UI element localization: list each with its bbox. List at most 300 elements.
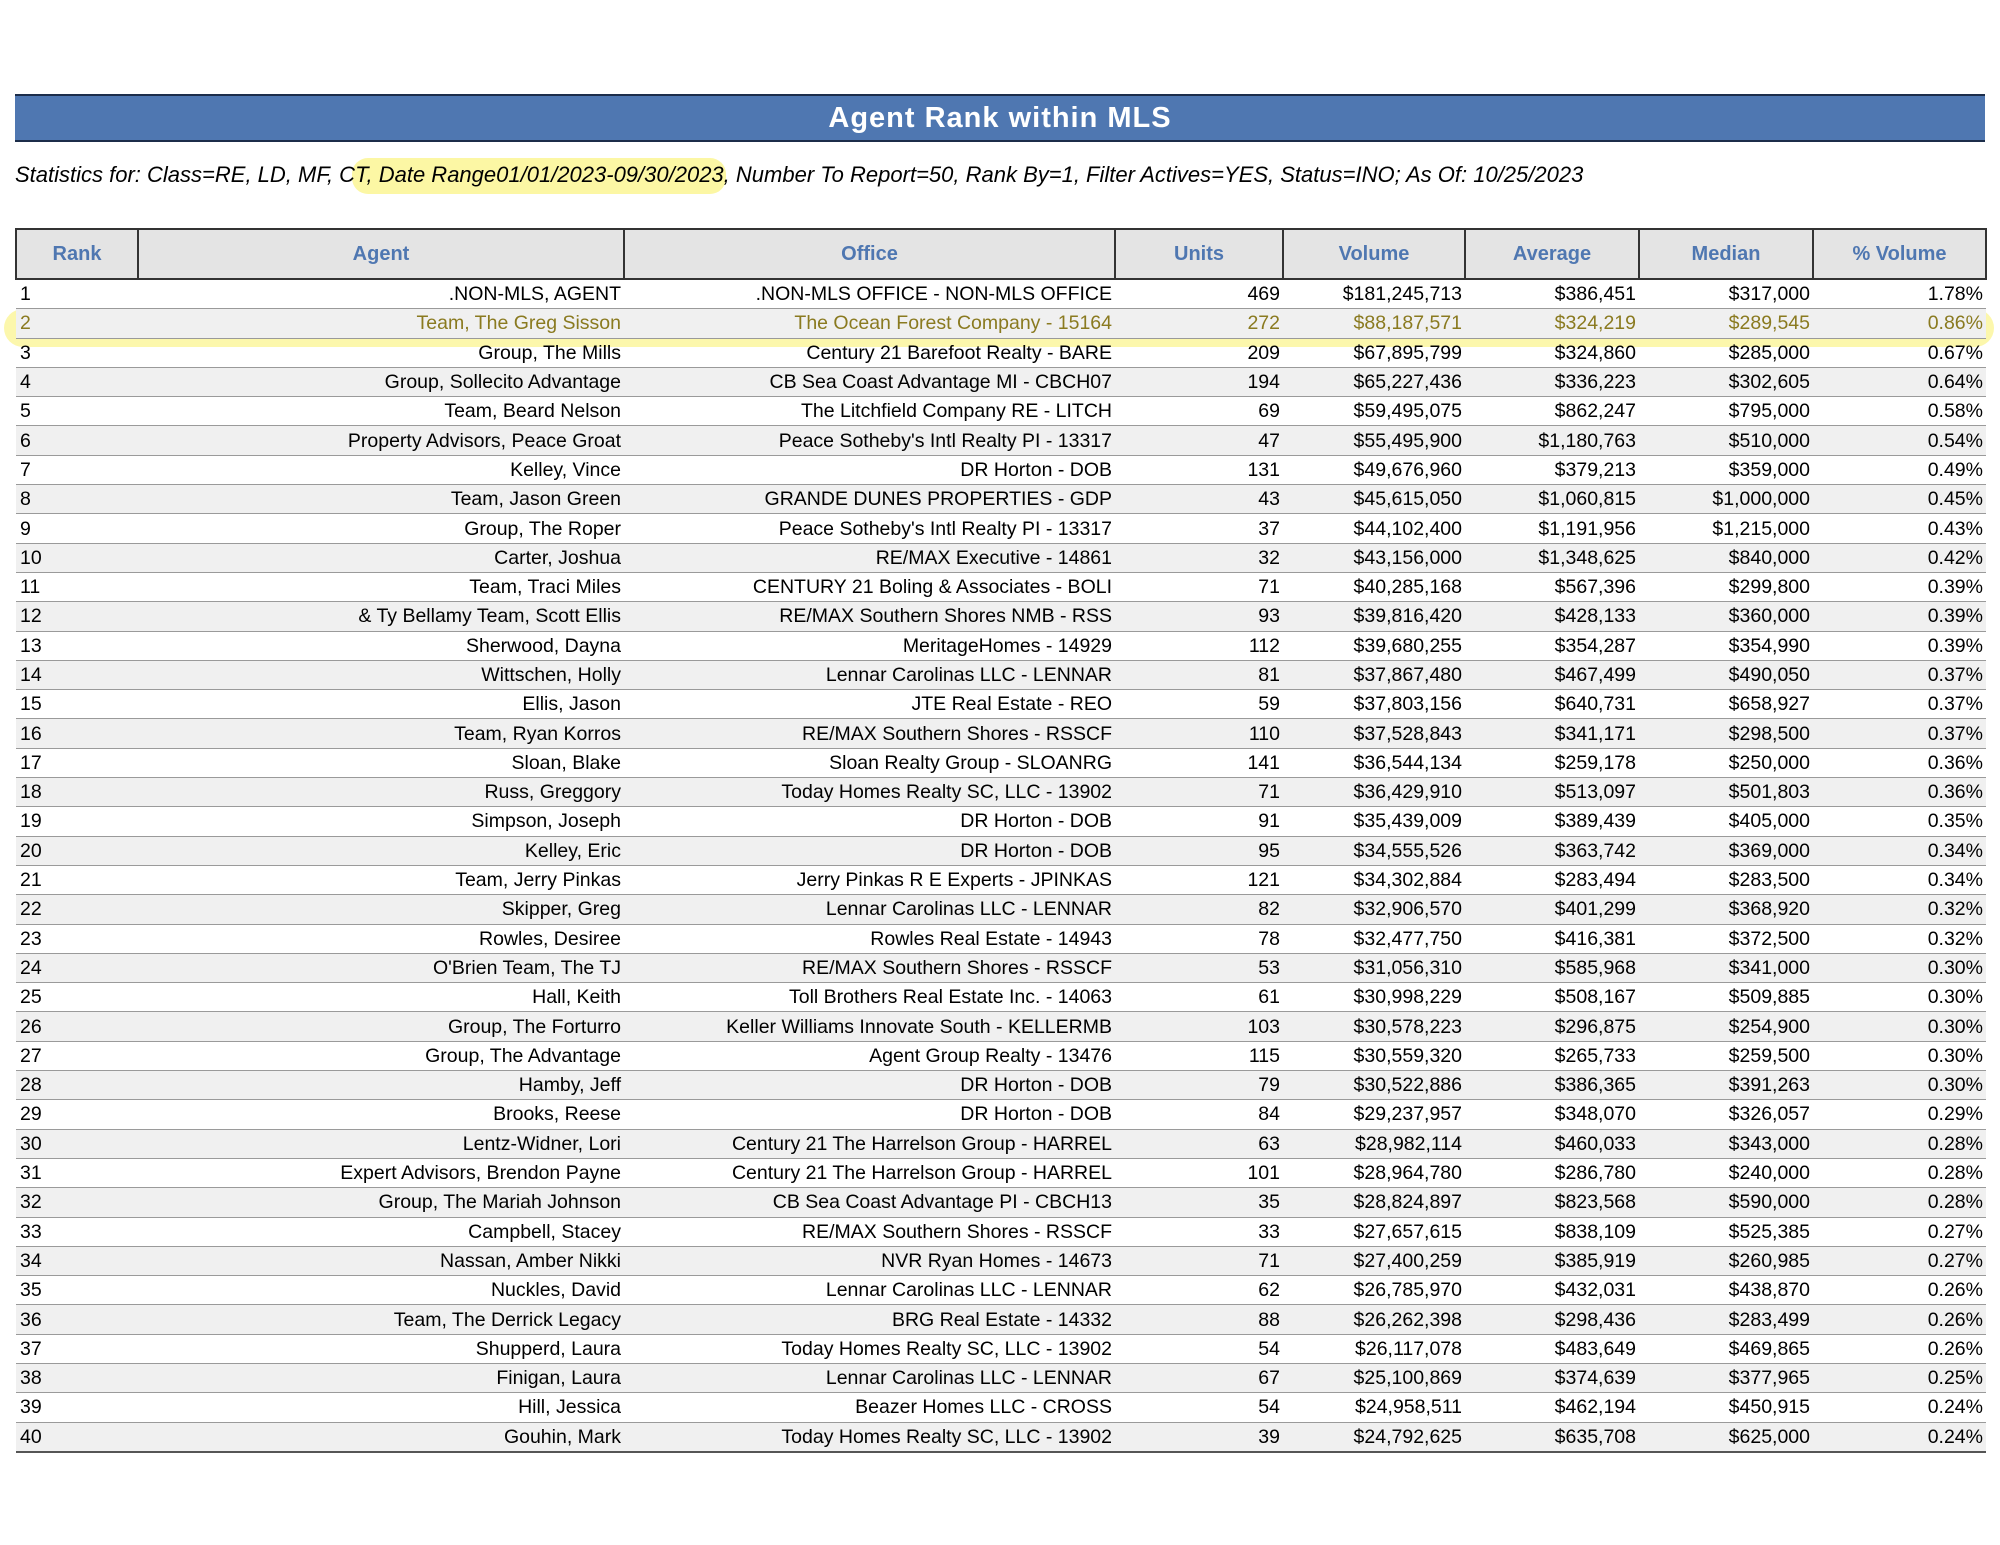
cell-agent: Group, The Mills <box>138 338 624 367</box>
table-row <box>16 1071 1986 1100</box>
cell-average: $483,649 <box>1465 1334 1639 1363</box>
cell-rank: 7 <box>16 455 138 484</box>
cell-rank: 39 <box>16 1393 138 1422</box>
cell-median: $490,050 <box>1639 660 1813 689</box>
table-row <box>16 1217 1986 1246</box>
cell-volume: $34,555,526 <box>1283 836 1465 865</box>
cell-volume: $32,477,750 <box>1283 924 1465 953</box>
cell-median: $298,500 <box>1639 719 1813 748</box>
cell-units: 84 <box>1115 1100 1283 1129</box>
cell-agent: Russ, Greggory <box>138 778 624 807</box>
cell-median: $1,000,000 <box>1639 485 1813 514</box>
table-row <box>16 807 1986 836</box>
table-row <box>16 1158 1986 1187</box>
table-row <box>16 514 1986 543</box>
cell-average: $374,639 <box>1465 1363 1639 1392</box>
cell-agent: Group, The Forturro <box>138 1012 624 1041</box>
cell-units: 91 <box>1115 807 1283 836</box>
cell-units: 59 <box>1115 690 1283 719</box>
cell-average: $283,494 <box>1465 865 1639 894</box>
cell-agent: Hill, Jessica <box>138 1393 624 1422</box>
cell-median: $625,000 <box>1639 1422 1813 1452</box>
table-row <box>16 1129 1986 1158</box>
table-row <box>16 895 1986 924</box>
table-row <box>16 1100 1986 1129</box>
cell-average: $259,178 <box>1465 748 1639 777</box>
cell-agent: Kelley, Eric <box>138 836 624 865</box>
cell-office: Rowles Real Estate - 14943 <box>624 924 1115 953</box>
cell-office: Today Homes Realty SC, LLC - 13902 <box>624 1422 1115 1452</box>
cell-average: $379,213 <box>1465 455 1639 484</box>
cell-agent: Lentz-Widner, Lori <box>138 1129 624 1158</box>
table-row <box>16 924 1986 953</box>
cell-volume: $36,429,910 <box>1283 778 1465 807</box>
table-row <box>16 397 1986 426</box>
cell-units: 131 <box>1115 455 1283 484</box>
cell-agent: Sherwood, Dayna <box>138 631 624 660</box>
cell-rank: 19 <box>16 807 138 836</box>
cell-agent: Team, Ryan Korros <box>138 719 624 748</box>
cell-volume: $26,117,078 <box>1283 1334 1465 1363</box>
cell-office: Keller Williams Innovate South - KELLERMB <box>624 1012 1115 1041</box>
cell-volume: $28,824,897 <box>1283 1188 1465 1217</box>
cell-agent: Team, Jason Green <box>138 485 624 514</box>
cell-rank: 34 <box>16 1246 138 1275</box>
cell-office: DR Horton - DOB <box>624 455 1115 484</box>
cell-pct-volume: 0.26% <box>1813 1334 1986 1363</box>
cell-units: 194 <box>1115 367 1283 396</box>
cell-median: $450,915 <box>1639 1393 1813 1422</box>
cell-rank: 37 <box>16 1334 138 1363</box>
cell-average: $585,968 <box>1465 953 1639 982</box>
cell-office: RE/MAX Southern Shores - RSSCF <box>624 1217 1115 1246</box>
cell-office: Lennar Carolinas LLC - LENNAR <box>624 660 1115 689</box>
cell-pct-volume: 0.37% <box>1813 719 1986 748</box>
cell-rank: 3 <box>16 338 138 367</box>
cell-agent: Shupperd, Laura <box>138 1334 624 1363</box>
table-row <box>16 485 1986 514</box>
cell-volume: $65,227,436 <box>1283 367 1465 396</box>
cell-volume: $25,100,869 <box>1283 1363 1465 1392</box>
cell-agent: & Ty Bellamy Team, Scott Ellis <box>138 602 624 631</box>
cell-rank: 26 <box>16 1012 138 1041</box>
cell-units: 33 <box>1115 1217 1283 1246</box>
cell-average: $640,731 <box>1465 690 1639 719</box>
cell-office: Sloan Realty Group - SLOANRG <box>624 748 1115 777</box>
cell-volume: $36,544,134 <box>1283 748 1465 777</box>
col-header-units[interactable]: Units <box>1115 229 1283 279</box>
table-row <box>16 1305 1986 1334</box>
cell-pct-volume: 0.34% <box>1813 865 1986 894</box>
cell-volume: $26,262,398 <box>1283 1305 1465 1334</box>
table-row <box>16 279 1986 309</box>
cell-rank: 4 <box>16 367 138 396</box>
cell-volume: $55,495,900 <box>1283 426 1465 455</box>
stats-criteria: Statistics for: Class=RE, LD, MF, CT, <box>15 162 379 187</box>
cell-units: 37 <box>1115 514 1283 543</box>
table-row <box>16 455 1986 484</box>
cell-median: $509,885 <box>1639 983 1813 1012</box>
cell-units: 101 <box>1115 1158 1283 1187</box>
cell-agent: Ellis, Jason <box>138 690 624 719</box>
cell-agent: Team, Jerry Pinkas <box>138 865 624 894</box>
cell-office: NVR Ryan Homes - 14673 <box>624 1246 1115 1275</box>
cell-median: $283,500 <box>1639 865 1813 894</box>
table-row <box>16 660 1986 689</box>
cell-average: $296,875 <box>1465 1012 1639 1041</box>
cell-average: $401,299 <box>1465 895 1639 924</box>
cell-rank: 25 <box>16 983 138 1012</box>
cell-pct-volume: 0.32% <box>1813 924 1986 953</box>
cell-average: $467,499 <box>1465 660 1639 689</box>
cell-average: $416,381 <box>1465 924 1639 953</box>
cell-agent: Sloan, Blake <box>138 748 624 777</box>
cell-median: $469,865 <box>1639 1334 1813 1363</box>
cell-volume: $24,792,625 <box>1283 1422 1465 1452</box>
cell-pct-volume: 1.78% <box>1813 279 1986 309</box>
cell-median: $368,920 <box>1639 895 1813 924</box>
cell-office: Agent Group Realty - 13476 <box>624 1041 1115 1070</box>
cell-units: 88 <box>1115 1305 1283 1334</box>
cell-agent: O'Brien Team, The TJ <box>138 953 624 982</box>
cell-units: 53 <box>1115 953 1283 982</box>
cell-office: Century 21 The Harrelson Group - HARREL <box>624 1158 1115 1187</box>
cell-median: $372,500 <box>1639 924 1813 953</box>
cell-median: $377,965 <box>1639 1363 1813 1392</box>
table-row <box>16 865 1986 894</box>
cell-agent: Kelley, Vince <box>138 455 624 484</box>
cell-units: 32 <box>1115 543 1283 572</box>
header-row <box>16 229 1986 279</box>
cell-volume: $30,559,320 <box>1283 1041 1465 1070</box>
cell-median: $590,000 <box>1639 1188 1813 1217</box>
cell-rank: 36 <box>16 1305 138 1334</box>
cell-rank: 30 <box>16 1129 138 1158</box>
cell-rank: 1 <box>16 279 138 309</box>
cell-pct-volume: 0.58% <box>1813 397 1986 426</box>
cell-median: $260,985 <box>1639 1246 1813 1275</box>
cell-median: $250,000 <box>1639 748 1813 777</box>
cell-pct-volume: 0.39% <box>1813 602 1986 631</box>
cell-office: DR Horton - DOB <box>624 836 1115 865</box>
cell-volume: $26,785,970 <box>1283 1276 1465 1305</box>
cell-pct-volume: 0.35% <box>1813 807 1986 836</box>
cell-median: $359,000 <box>1639 455 1813 484</box>
cell-average: $286,780 <box>1465 1158 1639 1187</box>
cell-median: $317,000 <box>1639 279 1813 309</box>
cell-median: $354,990 <box>1639 631 1813 660</box>
cell-median: $283,499 <box>1639 1305 1813 1334</box>
col-header-agent[interactable]: Agent <box>138 229 624 279</box>
cell-volume: $37,528,843 <box>1283 719 1465 748</box>
cell-average: $354,287 <box>1465 631 1639 660</box>
cell-average: $862,247 <box>1465 397 1639 426</box>
cell-rank: 33 <box>16 1217 138 1246</box>
cell-office: Toll Brothers Real Estate Inc. - 14063 <box>624 983 1115 1012</box>
cell-average: $389,439 <box>1465 807 1639 836</box>
cell-pct-volume: 0.30% <box>1813 983 1986 1012</box>
cell-office: Peace Sotheby's Intl Realty PI - 13317 <box>624 426 1115 455</box>
cell-agent: .NON-MLS, AGENT <box>138 279 624 309</box>
cell-average: $341,171 <box>1465 719 1639 748</box>
cell-average: $1,180,763 <box>1465 426 1639 455</box>
cell-average: $635,708 <box>1465 1422 1639 1452</box>
cell-office: Today Homes Realty SC, LLC - 13902 <box>624 778 1115 807</box>
table-row <box>16 719 1986 748</box>
cell-average: $363,742 <box>1465 836 1639 865</box>
cell-volume: $35,439,009 <box>1283 807 1465 836</box>
cell-units: 81 <box>1115 660 1283 689</box>
cell-pct-volume: 0.54% <box>1813 426 1986 455</box>
cell-pct-volume: 0.26% <box>1813 1305 1986 1334</box>
cell-rank: 13 <box>16 631 138 660</box>
cell-agent: Hamby, Jeff <box>138 1071 624 1100</box>
cell-pct-volume: 0.39% <box>1813 631 1986 660</box>
cell-volume: $59,495,075 <box>1283 397 1465 426</box>
cell-rank: 28 <box>16 1071 138 1100</box>
table-row <box>16 543 1986 572</box>
cell-pct-volume: 0.28% <box>1813 1158 1986 1187</box>
cell-volume: $45,615,050 <box>1283 485 1465 514</box>
cell-average: $1,191,956 <box>1465 514 1639 543</box>
cell-office: .NON-MLS OFFICE - NON-MLS OFFICE <box>624 279 1115 309</box>
cell-average: $462,194 <box>1465 1393 1639 1422</box>
cell-rank: 35 <box>16 1276 138 1305</box>
cell-units: 209 <box>1115 338 1283 367</box>
table-row <box>16 631 1986 660</box>
cell-average: $460,033 <box>1465 1129 1639 1158</box>
cell-agent: Group, The Roper <box>138 514 624 543</box>
cell-volume: $30,522,886 <box>1283 1071 1465 1100</box>
cell-average: $324,860 <box>1465 338 1639 367</box>
cell-rank: 16 <box>16 719 138 748</box>
cell-median: $525,385 <box>1639 1217 1813 1246</box>
cell-agent: Team, Beard Nelson <box>138 397 624 426</box>
cell-rank: 21 <box>16 865 138 894</box>
cell-units: 71 <box>1115 572 1283 601</box>
cell-volume: $24,958,511 <box>1283 1393 1465 1422</box>
table-row <box>16 602 1986 631</box>
table-row <box>16 1393 1986 1422</box>
cell-volume: $39,816,420 <box>1283 602 1465 631</box>
cell-rank: 20 <box>16 836 138 865</box>
cell-units: 43 <box>1115 485 1283 514</box>
cell-pct-volume: 0.67% <box>1813 338 1986 367</box>
cell-units: 54 <box>1115 1334 1283 1363</box>
cell-volume: $29,237,957 <box>1283 1100 1465 1129</box>
cell-pct-volume: 0.32% <box>1813 895 1986 924</box>
cell-median: $289,545 <box>1639 309 1813 338</box>
cell-pct-volume: 0.27% <box>1813 1246 1986 1275</box>
cell-volume: $88,187,571 <box>1283 309 1465 338</box>
cell-agent: Skipper, Greg <box>138 895 624 924</box>
cell-rank: 8 <box>16 485 138 514</box>
cell-office: The Ocean Forest Company - 15164 <box>624 309 1115 338</box>
cell-average: $324,219 <box>1465 309 1639 338</box>
cell-agent: Team, The Derrick Legacy <box>138 1305 624 1334</box>
cell-agent: Simpson, Joseph <box>138 807 624 836</box>
cell-pct-volume: 0.28% <box>1813 1188 1986 1217</box>
table-row <box>16 1041 1986 1070</box>
cell-pct-volume: 0.28% <box>1813 1129 1986 1158</box>
cell-rank: 9 <box>16 514 138 543</box>
cell-pct-volume: 0.30% <box>1813 1041 1986 1070</box>
cell-office: Lennar Carolinas LLC - LENNAR <box>624 1276 1115 1305</box>
cell-agent: Group, Sollecito Advantage <box>138 367 624 396</box>
col-header-office[interactable]: Office <box>624 229 1115 279</box>
cell-agent: Campbell, Stacey <box>138 1217 624 1246</box>
col-header-volume[interactable]: Volume <box>1283 229 1465 279</box>
cell-office: Century 21 The Harrelson Group - HARREL <box>624 1129 1115 1158</box>
cell-office: RE/MAX Southern Shores - RSSCF <box>624 953 1115 982</box>
cell-average: $265,733 <box>1465 1041 1639 1070</box>
cell-median: $299,800 <box>1639 572 1813 601</box>
cell-median: $1,215,000 <box>1639 514 1813 543</box>
cell-agent: Expert Advisors, Brendon Payne <box>138 1158 624 1187</box>
cell-median: $795,000 <box>1639 397 1813 426</box>
cell-units: 67 <box>1115 1363 1283 1392</box>
cell-units: 47 <box>1115 426 1283 455</box>
col-header-pct-volume[interactable]: % Volume <box>1813 229 1986 279</box>
cell-volume: $181,245,713 <box>1283 279 1465 309</box>
cell-volume: $27,400,259 <box>1283 1246 1465 1275</box>
table-row <box>16 983 1986 1012</box>
cell-agent: Brooks, Reese <box>138 1100 624 1129</box>
report-title: Agent Rank within MLS <box>15 94 1985 142</box>
cell-rank: 22 <box>16 895 138 924</box>
cell-office: Lennar Carolinas LLC - LENNAR <box>624 1363 1115 1392</box>
cell-units: 39 <box>1115 1422 1283 1452</box>
cell-pct-volume: 0.86% <box>1813 309 1986 338</box>
agent-rank-table <box>15 228 1987 1453</box>
cell-office: The Litchfield Company RE - LITCH <box>624 397 1115 426</box>
cell-pct-volume: 0.37% <box>1813 690 1986 719</box>
cell-median: $501,803 <box>1639 778 1813 807</box>
cell-volume: $67,895,799 <box>1283 338 1465 367</box>
cell-office: RE/MAX Southern Shores NMB - RSS <box>624 602 1115 631</box>
cell-median: $341,000 <box>1639 953 1813 982</box>
cell-office: Today Homes Realty SC, LLC - 13902 <box>624 1334 1115 1363</box>
cell-units: 35 <box>1115 1188 1283 1217</box>
cell-pct-volume: 0.30% <box>1813 1071 1986 1100</box>
table-row <box>16 1012 1986 1041</box>
table-row <box>16 426 1986 455</box>
cell-office: DR Horton - DOB <box>624 1071 1115 1100</box>
cell-average: $385,919 <box>1465 1246 1639 1275</box>
cell-units: 71 <box>1115 778 1283 807</box>
cell-office: CENTURY 21 Boling & Associates - BOLI <box>624 572 1115 601</box>
cell-units: 110 <box>1115 719 1283 748</box>
cell-average: $428,133 <box>1465 602 1639 631</box>
cell-volume: $40,285,168 <box>1283 572 1465 601</box>
cell-volume: $30,998,229 <box>1283 983 1465 1012</box>
cell-pct-volume: 0.42% <box>1813 543 1986 572</box>
table-row <box>16 1334 1986 1363</box>
col-header-median[interactable]: Median <box>1639 229 1813 279</box>
cell-median: $302,605 <box>1639 367 1813 396</box>
cell-rank: 31 <box>16 1158 138 1187</box>
cell-volume: $31,056,310 <box>1283 953 1465 982</box>
cell-rank: 6 <box>16 426 138 455</box>
cell-rank: 15 <box>16 690 138 719</box>
cell-rank: 23 <box>16 924 138 953</box>
cell-rank: 24 <box>16 953 138 982</box>
cell-rank: 10 <box>16 543 138 572</box>
cell-volume: $34,302,884 <box>1283 865 1465 894</box>
cell-units: 69 <box>1115 397 1283 426</box>
cell-median: $658,927 <box>1639 690 1813 719</box>
cell-office: Beazer Homes LLC - CROSS <box>624 1393 1115 1422</box>
cell-units: 79 <box>1115 1071 1283 1100</box>
cell-units: 82 <box>1115 895 1283 924</box>
col-header-rank[interactable]: Rank <box>16 229 138 279</box>
cell-average: $513,097 <box>1465 778 1639 807</box>
cell-office: DR Horton - DOB <box>624 1100 1115 1129</box>
cell-units: 103 <box>1115 1012 1283 1041</box>
cell-volume: $43,156,000 <box>1283 543 1465 572</box>
cell-agent: Carter, Joshua <box>138 543 624 572</box>
cell-rank: 11 <box>16 572 138 601</box>
cell-average: $298,436 <box>1465 1305 1639 1334</box>
cell-agent: Group, The Mariah Johnson <box>138 1188 624 1217</box>
cell-pct-volume: 0.36% <box>1813 778 1986 807</box>
cell-median: $254,900 <box>1639 1012 1813 1041</box>
cell-pct-volume: 0.39% <box>1813 572 1986 601</box>
cell-agent: Nuckles, David <box>138 1276 624 1305</box>
table-row <box>16 309 1986 338</box>
table-row <box>16 953 1986 982</box>
cell-pct-volume: 0.36% <box>1813 748 1986 777</box>
cell-median: $391,263 <box>1639 1071 1813 1100</box>
cell-median: $510,000 <box>1639 426 1813 455</box>
table-row <box>16 748 1986 777</box>
cell-pct-volume: 0.37% <box>1813 660 1986 689</box>
cell-average: $348,070 <box>1465 1100 1639 1129</box>
cell-median: $360,000 <box>1639 602 1813 631</box>
cell-median: $343,000 <box>1639 1129 1813 1158</box>
cell-pct-volume: 0.43% <box>1813 514 1986 543</box>
table-row <box>16 836 1986 865</box>
cell-rank: 2 <box>16 309 138 338</box>
cell-volume: $37,867,480 <box>1283 660 1465 689</box>
cell-agent: Nassan, Amber Nikki <box>138 1246 624 1275</box>
table-row <box>16 1363 1986 1392</box>
cell-average: $386,365 <box>1465 1071 1639 1100</box>
cell-pct-volume: 0.25% <box>1813 1363 1986 1392</box>
cell-agent: Property Advisors, Peace Groat <box>138 426 624 455</box>
cell-agent: Finigan, Laura <box>138 1363 624 1392</box>
cell-office: JTE Real Estate - REO <box>624 690 1115 719</box>
cell-rank: 12 <box>16 602 138 631</box>
cell-median: $405,000 <box>1639 807 1813 836</box>
col-header-average[interactable]: Average <box>1465 229 1639 279</box>
cell-median: $840,000 <box>1639 543 1813 572</box>
cell-office: Century 21 Barefoot Realty - BARE <box>624 338 1115 367</box>
cell-office: CB Sea Coast Advantage PI - CBCH13 <box>624 1188 1115 1217</box>
cell-volume: $27,657,615 <box>1283 1217 1465 1246</box>
cell-median: $259,500 <box>1639 1041 1813 1070</box>
cell-office: BRG Real Estate - 14332 <box>624 1305 1115 1334</box>
cell-pct-volume: 0.30% <box>1813 953 1986 982</box>
cell-pct-volume: 0.64% <box>1813 367 1986 396</box>
cell-agent: Group, The Advantage <box>138 1041 624 1070</box>
cell-pct-volume: 0.34% <box>1813 836 1986 865</box>
cell-volume: $28,982,114 <box>1283 1129 1465 1158</box>
cell-average: $336,223 <box>1465 367 1639 396</box>
cell-office: Jerry Pinkas R E Experts - JPINKAS <box>624 865 1115 894</box>
cell-units: 63 <box>1115 1129 1283 1158</box>
cell-pct-volume: 0.45% <box>1813 485 1986 514</box>
